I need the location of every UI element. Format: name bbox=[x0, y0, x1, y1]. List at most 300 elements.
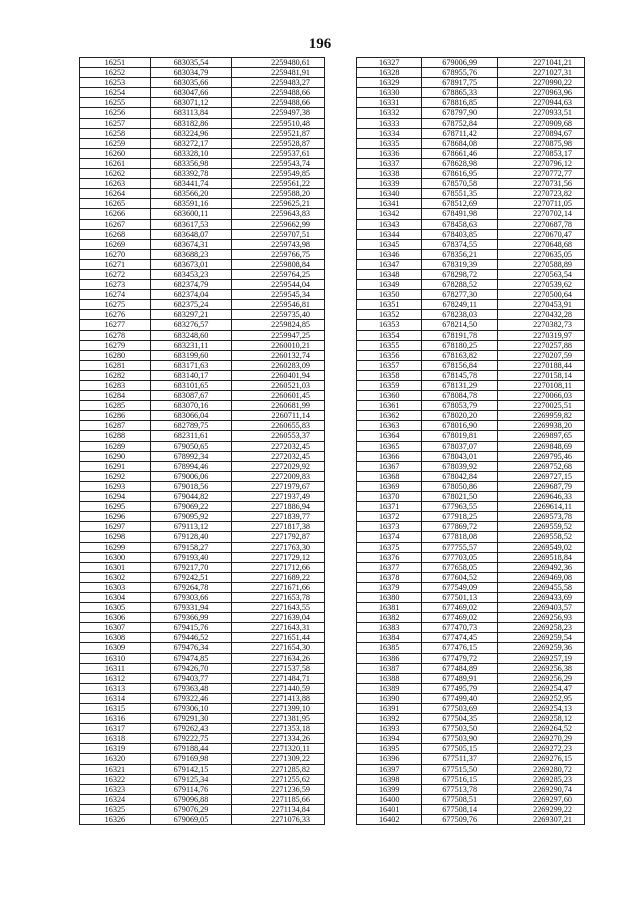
point-number-cell: 16368 bbox=[357, 471, 422, 481]
point-number-cell: 16296 bbox=[80, 512, 151, 522]
x-coordinate-cell: 683297,21 bbox=[150, 310, 231, 320]
x-coordinate-cell: 677503,90 bbox=[422, 734, 498, 744]
y-coordinate-cell: 2270772,77 bbox=[498, 169, 585, 179]
x-coordinate-cell: 683034,79 bbox=[150, 68, 231, 78]
x-coordinate-cell: 679426,70 bbox=[150, 663, 231, 673]
point-number-cell: 16284 bbox=[80, 391, 151, 401]
table-row bbox=[357, 532, 585, 542]
x-coordinate-cell: 683392,78 bbox=[150, 169, 231, 179]
x-coordinate-cell: 683441,74 bbox=[150, 179, 231, 189]
table-row bbox=[80, 360, 325, 370]
point-number-cell: 16401 bbox=[357, 804, 422, 814]
y-coordinate-cell: 2271381,95 bbox=[232, 714, 325, 724]
x-coordinate-cell: 678816,85 bbox=[422, 98, 498, 108]
y-coordinate-cell: 2259544,04 bbox=[232, 280, 325, 290]
x-coordinate-cell: 678374,55 bbox=[422, 239, 498, 249]
x-coordinate-cell: 678191,78 bbox=[422, 330, 498, 340]
x-coordinate-cell: 679006,06 bbox=[150, 471, 231, 481]
point-number-cell: 16303 bbox=[80, 582, 151, 592]
x-coordinate-cell: 679069,05 bbox=[150, 815, 231, 825]
table-row bbox=[80, 108, 325, 118]
x-coordinate-cell: 683047,66 bbox=[150, 88, 231, 98]
point-number-cell: 16398 bbox=[357, 774, 422, 784]
y-coordinate-cell: 2269687,79 bbox=[498, 481, 585, 491]
x-coordinate-cell: 678616,95 bbox=[422, 169, 498, 179]
x-coordinate-cell: 678994,46 bbox=[150, 461, 231, 471]
table-row bbox=[357, 239, 585, 249]
y-coordinate-cell: 2271134,84 bbox=[232, 804, 325, 814]
table-row bbox=[80, 229, 325, 239]
y-coordinate-cell: 2269455,58 bbox=[498, 582, 585, 592]
y-coordinate-cell: 2269558,52 bbox=[498, 532, 585, 542]
table-row bbox=[357, 623, 585, 633]
point-number-cell: 16365 bbox=[357, 441, 422, 451]
table-row bbox=[357, 88, 585, 98]
y-coordinate-cell: 2271041,21 bbox=[498, 58, 585, 68]
point-number-cell: 16265 bbox=[80, 199, 151, 209]
y-coordinate-cell: 2269256,38 bbox=[498, 663, 585, 673]
y-coordinate-cell: 2259549,85 bbox=[232, 169, 325, 179]
x-coordinate-cell: 679476,34 bbox=[150, 643, 231, 653]
point-number-cell: 16329 bbox=[357, 78, 422, 88]
table-row bbox=[80, 370, 325, 380]
point-number-cell: 16292 bbox=[80, 471, 151, 481]
y-coordinate-cell: 2269272,23 bbox=[498, 744, 585, 754]
table-row bbox=[357, 582, 585, 592]
y-coordinate-cell: 2270648,68 bbox=[498, 239, 585, 249]
table-row bbox=[357, 502, 585, 512]
x-coordinate-cell: 683199,60 bbox=[150, 350, 231, 360]
point-number-cell: 16367 bbox=[357, 461, 422, 471]
point-number-cell: 16374 bbox=[357, 532, 422, 542]
y-coordinate-cell: 2270702,14 bbox=[498, 209, 585, 219]
point-number-cell: 16282 bbox=[80, 370, 151, 380]
y-coordinate-cell: 2271639,04 bbox=[232, 613, 325, 623]
x-coordinate-cell: 679050,65 bbox=[150, 441, 231, 451]
x-coordinate-cell: 679128,40 bbox=[150, 532, 231, 542]
point-number-cell: 16356 bbox=[357, 350, 422, 360]
point-number-cell: 16319 bbox=[80, 744, 151, 754]
point-number-cell: 16274 bbox=[80, 290, 151, 300]
y-coordinate-cell: 2271185,66 bbox=[232, 794, 325, 804]
x-coordinate-cell: 683356,98 bbox=[150, 158, 231, 168]
table-row bbox=[357, 269, 585, 279]
point-number-cell: 16297 bbox=[80, 522, 151, 532]
x-coordinate-cell: 679018,56 bbox=[150, 481, 231, 491]
y-coordinate-cell: 2270635,05 bbox=[498, 249, 585, 259]
point-number-cell: 16294 bbox=[80, 492, 151, 502]
table-row bbox=[80, 592, 325, 602]
table-row bbox=[357, 653, 585, 663]
x-coordinate-cell: 678156,84 bbox=[422, 360, 498, 370]
table-row bbox=[357, 330, 585, 340]
table-row bbox=[357, 158, 585, 168]
y-coordinate-cell: 2270796,12 bbox=[498, 158, 585, 168]
point-number-cell: 16331 bbox=[357, 98, 422, 108]
point-number-cell: 16394 bbox=[357, 734, 422, 744]
point-number-cell: 16277 bbox=[80, 320, 151, 330]
point-number-cell: 16305 bbox=[80, 603, 151, 613]
y-coordinate-cell: 2270670,47 bbox=[498, 229, 585, 239]
table-row bbox=[357, 693, 585, 703]
y-coordinate-cell: 2269646,33 bbox=[498, 492, 585, 502]
table-body-right bbox=[357, 58, 585, 825]
table-row bbox=[80, 471, 325, 481]
point-number-cell: 16323 bbox=[80, 784, 151, 794]
y-coordinate-cell: 2271309,22 bbox=[232, 754, 325, 764]
point-number-cell: 16347 bbox=[357, 259, 422, 269]
point-number-cell: 16371 bbox=[357, 502, 422, 512]
point-number-cell: 16324 bbox=[80, 794, 151, 804]
table-row bbox=[357, 411, 585, 421]
table-row bbox=[80, 169, 325, 179]
x-coordinate-cell: 678356,21 bbox=[422, 249, 498, 259]
y-coordinate-cell: 2259707,51 bbox=[232, 229, 325, 239]
point-number-cell: 16332 bbox=[357, 108, 422, 118]
y-coordinate-cell: 2269307,21 bbox=[498, 815, 585, 825]
y-coordinate-cell: 2272032,45 bbox=[232, 441, 325, 451]
x-coordinate-cell: 683566,20 bbox=[150, 189, 231, 199]
point-number-cell: 16357 bbox=[357, 360, 422, 370]
x-coordinate-cell: 683070,16 bbox=[150, 401, 231, 411]
y-coordinate-cell: 2271671,66 bbox=[232, 582, 325, 592]
point-number-cell: 16295 bbox=[80, 502, 151, 512]
table-row bbox=[357, 683, 585, 693]
point-number-cell: 16402 bbox=[357, 815, 422, 825]
y-coordinate-cell: 2270188,44 bbox=[498, 360, 585, 370]
table-row bbox=[357, 744, 585, 754]
table-row bbox=[80, 562, 325, 572]
x-coordinate-cell: 679306,10 bbox=[150, 704, 231, 714]
x-coordinate-cell: 678955,76 bbox=[422, 68, 498, 78]
y-coordinate-cell: 2271817,38 bbox=[232, 522, 325, 532]
table-row bbox=[80, 704, 325, 714]
point-number-cell: 16337 bbox=[357, 158, 422, 168]
y-coordinate-cell: 2259521,87 bbox=[232, 128, 325, 138]
y-coordinate-cell: 2259481,91 bbox=[232, 68, 325, 78]
y-coordinate-cell: 2269573,78 bbox=[498, 512, 585, 522]
y-coordinate-cell: 2270382,73 bbox=[498, 320, 585, 330]
table-row bbox=[80, 78, 325, 88]
table-row bbox=[357, 320, 585, 330]
x-coordinate-cell: 677489,91 bbox=[422, 673, 498, 683]
table-row bbox=[357, 592, 585, 602]
y-coordinate-cell: 2259545,34 bbox=[232, 290, 325, 300]
page-number: 196 bbox=[308, 36, 332, 52]
y-coordinate-cell: 2269559,52 bbox=[498, 522, 585, 532]
x-coordinate-cell: 678512,69 bbox=[422, 199, 498, 209]
y-coordinate-cell: 2271537,58 bbox=[232, 663, 325, 673]
y-coordinate-cell: 2270723,82 bbox=[498, 189, 585, 199]
point-number-cell: 16325 bbox=[80, 804, 151, 814]
table-row bbox=[80, 724, 325, 734]
y-coordinate-cell: 2270731,56 bbox=[498, 179, 585, 189]
point-number-cell: 16270 bbox=[80, 249, 151, 259]
point-number-cell: 16355 bbox=[357, 340, 422, 350]
point-number-cell: 16309 bbox=[80, 643, 151, 653]
point-number-cell: 16400 bbox=[357, 794, 422, 804]
y-coordinate-cell: 2260521,03 bbox=[232, 381, 325, 391]
point-number-cell: 16273 bbox=[80, 280, 151, 290]
table-row bbox=[80, 381, 325, 391]
x-coordinate-cell: 677516,15 bbox=[422, 774, 498, 784]
x-coordinate-cell: 678020,20 bbox=[422, 411, 498, 421]
point-number-cell: 16381 bbox=[357, 603, 422, 613]
x-coordinate-cell: 679158,27 bbox=[150, 542, 231, 552]
x-coordinate-cell: 679095,92 bbox=[150, 512, 231, 522]
table-row bbox=[357, 350, 585, 360]
point-number-cell: 16336 bbox=[357, 148, 422, 158]
table-row bbox=[80, 481, 325, 491]
x-coordinate-cell: 677658,05 bbox=[422, 562, 498, 572]
y-coordinate-cell: 2269299,22 bbox=[498, 804, 585, 814]
point-number-cell: 16341 bbox=[357, 199, 422, 209]
point-number-cell: 16263 bbox=[80, 179, 151, 189]
y-coordinate-cell: 2260655,83 bbox=[232, 421, 325, 431]
y-coordinate-cell: 2270066,03 bbox=[498, 391, 585, 401]
y-coordinate-cell: 2259808,84 bbox=[232, 259, 325, 269]
x-coordinate-cell: 677963,55 bbox=[422, 502, 498, 512]
point-number-cell: 16314 bbox=[80, 693, 151, 703]
table-row bbox=[357, 714, 585, 724]
x-coordinate-cell: 678684,08 bbox=[422, 138, 498, 148]
x-coordinate-cell: 678917,75 bbox=[422, 78, 498, 88]
x-coordinate-cell: 683276,57 bbox=[150, 320, 231, 330]
point-number-cell: 16342 bbox=[357, 209, 422, 219]
x-coordinate-cell: 683453,23 bbox=[150, 269, 231, 279]
x-coordinate-cell: 683328,10 bbox=[150, 148, 231, 158]
table-row bbox=[80, 552, 325, 562]
y-coordinate-cell: 2269252,95 bbox=[498, 693, 585, 703]
x-coordinate-cell: 682374,04 bbox=[150, 290, 231, 300]
point-number-cell: 16345 bbox=[357, 239, 422, 249]
table-row bbox=[357, 804, 585, 814]
table-row bbox=[80, 613, 325, 623]
y-coordinate-cell: 2269614,11 bbox=[498, 502, 585, 512]
x-coordinate-cell: 677501,13 bbox=[422, 592, 498, 602]
table-row bbox=[357, 471, 585, 481]
x-coordinate-cell: 677499,40 bbox=[422, 693, 498, 703]
y-coordinate-cell: 2259510,48 bbox=[232, 118, 325, 128]
x-coordinate-cell: 683101,65 bbox=[150, 381, 231, 391]
x-coordinate-cell: 683035,54 bbox=[150, 58, 231, 68]
y-coordinate-cell: 2270894,67 bbox=[498, 128, 585, 138]
x-coordinate-cell: 679222,75 bbox=[150, 734, 231, 744]
table-row bbox=[80, 744, 325, 754]
y-coordinate-cell: 2271027,31 bbox=[498, 68, 585, 78]
x-coordinate-cell: 677755,57 bbox=[422, 542, 498, 552]
x-coordinate-cell: 679193,40 bbox=[150, 552, 231, 562]
point-number-cell: 16390 bbox=[357, 693, 422, 703]
x-coordinate-cell: 678319,39 bbox=[422, 259, 498, 269]
y-coordinate-cell: 2269276,15 bbox=[498, 754, 585, 764]
table-row bbox=[80, 804, 325, 814]
y-coordinate-cell: 2259735,40 bbox=[232, 310, 325, 320]
y-coordinate-cell: 2259546,81 bbox=[232, 300, 325, 310]
x-coordinate-cell: 683648,07 bbox=[150, 229, 231, 239]
x-coordinate-cell: 678403,85 bbox=[422, 229, 498, 239]
table-row bbox=[80, 643, 325, 653]
point-number-cell: 16300 bbox=[80, 552, 151, 562]
table-row bbox=[80, 269, 325, 279]
point-number-cell: 16399 bbox=[357, 784, 422, 794]
x-coordinate-cell: 679044,82 bbox=[150, 492, 231, 502]
y-coordinate-cell: 2271353,18 bbox=[232, 724, 325, 734]
y-coordinate-cell: 2269259,54 bbox=[498, 633, 585, 643]
table-row bbox=[80, 734, 325, 744]
point-number-cell: 16382 bbox=[357, 613, 422, 623]
x-coordinate-cell: 678039,92 bbox=[422, 461, 498, 471]
point-number-cell: 16258 bbox=[80, 128, 151, 138]
table-row bbox=[80, 764, 325, 774]
x-coordinate-cell: 677508,14 bbox=[422, 804, 498, 814]
table-row bbox=[357, 68, 585, 78]
x-coordinate-cell: 683688,23 bbox=[150, 249, 231, 259]
table-row bbox=[80, 512, 325, 522]
y-coordinate-cell: 2269752,68 bbox=[498, 461, 585, 471]
y-coordinate-cell: 2270500,64 bbox=[498, 290, 585, 300]
y-coordinate-cell: 2260132,74 bbox=[232, 350, 325, 360]
table-row bbox=[80, 98, 325, 108]
x-coordinate-cell: 683171,63 bbox=[150, 360, 231, 370]
table-row bbox=[80, 683, 325, 693]
x-coordinate-cell: 683140,17 bbox=[150, 370, 231, 380]
table-row bbox=[357, 138, 585, 148]
x-coordinate-cell: 679291,30 bbox=[150, 714, 231, 724]
table-row bbox=[80, 199, 325, 209]
table-row bbox=[357, 643, 585, 653]
y-coordinate-cell: 2259543,74 bbox=[232, 158, 325, 168]
table-row bbox=[80, 158, 325, 168]
x-coordinate-cell: 678711,42 bbox=[422, 128, 498, 138]
y-coordinate-cell: 2259662,99 bbox=[232, 219, 325, 229]
y-coordinate-cell: 2270563,54 bbox=[498, 269, 585, 279]
y-coordinate-cell: 2269848,69 bbox=[498, 441, 585, 451]
x-coordinate-cell: 682789,75 bbox=[150, 421, 231, 431]
point-number-cell: 16380 bbox=[357, 592, 422, 602]
table-row bbox=[80, 502, 325, 512]
point-number-cell: 16385 bbox=[357, 643, 422, 653]
x-coordinate-cell: 682374,79 bbox=[150, 280, 231, 290]
y-coordinate-cell: 2269727,15 bbox=[498, 471, 585, 481]
point-number-cell: 16397 bbox=[357, 764, 422, 774]
point-number-cell: 16288 bbox=[80, 431, 151, 441]
x-coordinate-cell: 678053,79 bbox=[422, 401, 498, 411]
table-row bbox=[357, 280, 585, 290]
table-row bbox=[357, 290, 585, 300]
coordinates-table-left bbox=[79, 57, 325, 825]
x-coordinate-cell: 678042,84 bbox=[422, 471, 498, 481]
x-coordinate-cell: 677503,50 bbox=[422, 724, 498, 734]
y-coordinate-cell: 2272032,45 bbox=[232, 451, 325, 461]
y-coordinate-cell: 2270158,14 bbox=[498, 370, 585, 380]
x-coordinate-cell: 677476,15 bbox=[422, 643, 498, 653]
table-row bbox=[80, 189, 325, 199]
table-row bbox=[357, 663, 585, 673]
y-coordinate-cell: 2269280,72 bbox=[498, 764, 585, 774]
x-coordinate-cell: 678570,58 bbox=[422, 179, 498, 189]
table-row bbox=[80, 754, 325, 764]
table-row bbox=[80, 300, 325, 310]
x-coordinate-cell: 678298,72 bbox=[422, 269, 498, 279]
y-coordinate-cell: 2270108,11 bbox=[498, 381, 585, 391]
x-coordinate-cell: 679217,70 bbox=[150, 562, 231, 572]
x-coordinate-cell: 683224,96 bbox=[150, 128, 231, 138]
table-row bbox=[357, 128, 585, 138]
y-coordinate-cell: 2270963,96 bbox=[498, 88, 585, 98]
x-coordinate-cell: 679415,76 bbox=[150, 623, 231, 633]
y-coordinate-cell: 2271729,12 bbox=[232, 552, 325, 562]
y-coordinate-cell: 2259480,61 bbox=[232, 58, 325, 68]
table-row bbox=[357, 441, 585, 451]
x-coordinate-cell: 683617,53 bbox=[150, 219, 231, 229]
table-row bbox=[80, 815, 325, 825]
y-coordinate-cell: 2269549,02 bbox=[498, 542, 585, 552]
x-coordinate-cell: 679076,29 bbox=[150, 804, 231, 814]
table-row bbox=[80, 310, 325, 320]
y-coordinate-cell: 2269403,57 bbox=[498, 603, 585, 613]
table-row bbox=[80, 784, 325, 794]
y-coordinate-cell: 2269254,47 bbox=[498, 683, 585, 693]
x-coordinate-cell: 678661,46 bbox=[422, 148, 498, 158]
point-number-cell: 16272 bbox=[80, 269, 151, 279]
point-number-cell: 16306 bbox=[80, 613, 151, 623]
table-row bbox=[357, 784, 585, 794]
point-number-cell: 16316 bbox=[80, 714, 151, 724]
table-row bbox=[357, 673, 585, 683]
x-coordinate-cell: 682375,24 bbox=[150, 300, 231, 310]
table-row bbox=[357, 98, 585, 108]
x-coordinate-cell: 679125,34 bbox=[150, 774, 231, 784]
point-number-cell: 16302 bbox=[80, 572, 151, 582]
point-number-cell: 16339 bbox=[357, 179, 422, 189]
table-row bbox=[80, 340, 325, 350]
point-number-cell: 16298 bbox=[80, 532, 151, 542]
y-coordinate-cell: 2259625,21 bbox=[232, 199, 325, 209]
point-number-cell: 16271 bbox=[80, 259, 151, 269]
point-number-cell: 16366 bbox=[357, 451, 422, 461]
x-coordinate-cell: 677503,69 bbox=[422, 704, 498, 714]
x-coordinate-cell: 678288,52 bbox=[422, 280, 498, 290]
x-coordinate-cell: 678458,63 bbox=[422, 219, 498, 229]
y-coordinate-cell: 2272029,92 bbox=[232, 461, 325, 471]
point-number-cell: 16278 bbox=[80, 330, 151, 340]
y-coordinate-cell: 2269795,46 bbox=[498, 451, 585, 461]
table-row bbox=[357, 199, 585, 209]
x-coordinate-cell: 677474,45 bbox=[422, 633, 498, 643]
y-coordinate-cell: 2259483,27 bbox=[232, 78, 325, 88]
point-number-cell: 16307 bbox=[80, 623, 151, 633]
table-row bbox=[357, 815, 585, 825]
x-coordinate-cell: 683248,60 bbox=[150, 330, 231, 340]
point-number-cell: 16315 bbox=[80, 704, 151, 714]
y-coordinate-cell: 2269258,12 bbox=[498, 714, 585, 724]
y-coordinate-cell: 2271689,22 bbox=[232, 572, 325, 582]
y-coordinate-cell: 2270990,22 bbox=[498, 78, 585, 88]
point-number-cell: 16346 bbox=[357, 249, 422, 259]
table-row bbox=[80, 249, 325, 259]
table-row bbox=[80, 451, 325, 461]
table-row bbox=[357, 310, 585, 320]
point-number-cell: 16395 bbox=[357, 744, 422, 754]
table-row bbox=[80, 148, 325, 158]
y-coordinate-cell: 2259488,66 bbox=[232, 98, 325, 108]
y-coordinate-cell: 2269433,69 bbox=[498, 592, 585, 602]
point-number-cell: 16304 bbox=[80, 592, 151, 602]
x-coordinate-cell: 678752,84 bbox=[422, 118, 498, 128]
point-number-cell: 16384 bbox=[357, 633, 422, 643]
x-coordinate-cell: 679366,99 bbox=[150, 613, 231, 623]
